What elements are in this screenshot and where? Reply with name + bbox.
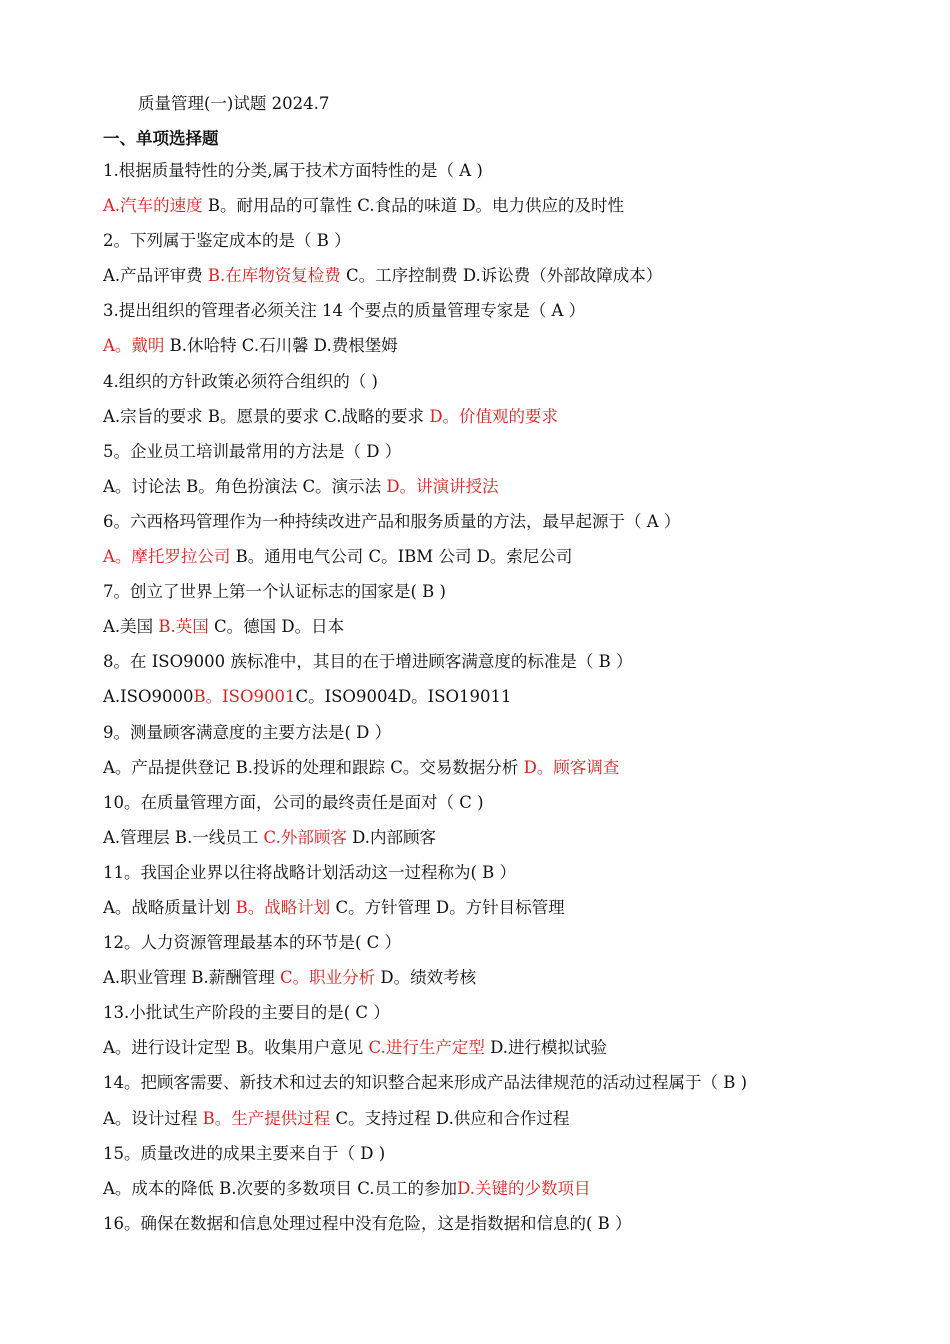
correct-answer-text: D。讲演讲授法	[386, 476, 499, 496]
line-text: A。设计过程	[103, 1108, 203, 1128]
options-line	[103, 967, 923, 1002]
section-heading: 一、单项选择题	[103, 129, 219, 148]
options-line	[103, 406, 923, 441]
line-text: C。工序控制费 D.诉讼费（外部故障成本）	[340, 266, 663, 286]
line-text: C。ISO9004D。ISO19011	[295, 687, 512, 707]
correct-answer-text: D。顾客调查	[523, 757, 620, 777]
line-text: 12。人力资源管理最基本的环节是( C ）	[103, 933, 402, 953]
options-line	[103, 265, 923, 300]
line-text: 14。把顾客需要、新技术和过去的知识整合起来形成产品法律规范的活动过程属于（ B )	[103, 1073, 748, 1093]
question-line	[103, 1143, 923, 1178]
correct-answer-text: B.在库物资复检费	[207, 266, 341, 286]
options-line	[103, 476, 923, 511]
correct-answer-text: B.英国	[158, 617, 209, 637]
question-line	[103, 160, 923, 195]
line-text: D.内部顾客	[346, 827, 436, 847]
line-text: B。通用电气公司 C。IBM 公司 D。索尼公司	[230, 547, 573, 567]
question-line	[103, 932, 923, 967]
line-text: 7。创立了世界上第一个认证标志的国家是( B )	[103, 582, 446, 602]
options-line	[103, 757, 923, 792]
correct-answer-text: C.进行生产定型	[368, 1038, 485, 1058]
question-line	[103, 1002, 923, 1037]
options-line	[103, 1108, 923, 1143]
correct-answer-text: B。ISO9001	[193, 687, 296, 707]
line-text: A。成本的降低 B.次要的多数项目 C.员工的参加	[103, 1178, 458, 1198]
options-line	[103, 195, 923, 230]
question-line	[103, 1213, 923, 1248]
question-line	[103, 441, 923, 476]
options-line	[103, 827, 923, 862]
correct-answer-text: A。戴明	[103, 336, 165, 356]
question-list	[103, 160, 923, 1248]
line-text: A.产品评审费	[103, 266, 208, 286]
correct-answer-text: D.关键的少数项目	[457, 1178, 591, 1198]
question-line	[103, 300, 923, 335]
correct-answer-text: A.汽车的速度	[103, 196, 203, 216]
line-text: A.宗旨的要求 B。愿景的要求 C.战略的要求	[103, 406, 430, 426]
question-line	[103, 230, 923, 265]
line-text: 4.组织的方针政策必须符合组织的（ )	[103, 371, 378, 391]
line-text: A。战略质量计划	[103, 897, 236, 917]
line-text: A.管理层 B.一线员工	[103, 827, 264, 847]
line-text: 15。质量改进的成果主要来自于（ D )	[103, 1143, 386, 1163]
line-text: 6。六西格玛管理作为一种持续改进产品和服务质量的方法，最早起源于（ A ）	[103, 511, 681, 531]
options-line	[103, 335, 923, 370]
question-line	[103, 862, 923, 897]
line-text: A。产品提供登记 B.投诉的处理和跟踪 C。交易数据分析	[103, 757, 524, 777]
line-text: C。德国 D。日本	[208, 617, 345, 637]
question-line	[103, 371, 923, 406]
question-line	[103, 1072, 923, 1107]
question-line	[103, 722, 923, 757]
line-text: A.美国	[103, 617, 159, 637]
correct-answer-text: D。价值观的要求	[429, 406, 559, 426]
line-text: 2。下列属于鉴定成本的是（ B ）	[103, 231, 351, 251]
correct-answer-text: A。摩托罗拉公司	[103, 547, 231, 567]
question-line	[103, 651, 923, 686]
question-line	[103, 792, 923, 827]
correct-answer-text: B。生产提供过程	[202, 1108, 331, 1128]
line-text: C。方针管理 D。方针目标管理	[330, 897, 565, 917]
options-line	[103, 897, 923, 932]
line-text: 5。企业员工培训最常用的方法是（ D ）	[103, 441, 402, 461]
options-line	[103, 1178, 923, 1213]
options-line	[103, 1037, 923, 1072]
line-text: 16。确保在数据和信息处理过程中没有危险，这是指数据和信息的( B ）	[103, 1213, 632, 1233]
question-line	[103, 581, 923, 616]
line-text: 11。我国企业界以往将战略计划活动这一过程称为( B ）	[103, 862, 517, 882]
line-text: 13.小批试生产阶段的主要目的是( C ）	[103, 1003, 390, 1023]
line-text: D。绩效考核	[375, 968, 477, 988]
line-text: 8。在 ISO9000 族标准中，其目的在于增进顾客满意度的标准是（ B ）	[103, 652, 633, 672]
line-text: 1.根据质量特性的分类,属于技术方面特性的是（ A )	[103, 161, 483, 180]
line-text: A.ISO9000	[103, 687, 194, 707]
line-text: C。支持过程 D.供应和合作过程	[330, 1108, 570, 1128]
line-text: 3.提出组织的管理者必须关注 14 个要点的质量管理专家是（ A ）	[103, 301, 586, 321]
options-line	[103, 546, 923, 581]
line-text: 10。在质量管理方面，公司的最终责任是面对（ C )	[103, 792, 484, 812]
question-line	[103, 511, 923, 546]
options-line	[103, 686, 923, 721]
correct-answer-text: B。战略计划	[235, 897, 331, 917]
line-text: 9。测量顾客满意度的主要方法是( D ）	[103, 722, 392, 742]
line-text: A.职业管理 B.薪酬管理	[103, 968, 281, 988]
line-text: D.进行模拟试验	[484, 1038, 607, 1058]
document-title: 质量管理(一)试题 2024.7	[138, 94, 330, 113]
options-line	[103, 616, 923, 651]
line-text: B。耐用品的可靠性 C.食品的味道 D。电力供应的及时性	[202, 196, 625, 216]
line-text: A。进行设计定型 B。收集用户意见	[103, 1038, 369, 1058]
correct-answer-text: C。职业分析	[280, 968, 376, 988]
correct-answer-text: C.外部顾客	[263, 827, 347, 847]
line-text: B.休哈特 C.石川馨 D.费根堡姆	[164, 336, 398, 356]
line-text: A。讨论法 B。角色扮演法 C。演示法	[103, 476, 387, 496]
